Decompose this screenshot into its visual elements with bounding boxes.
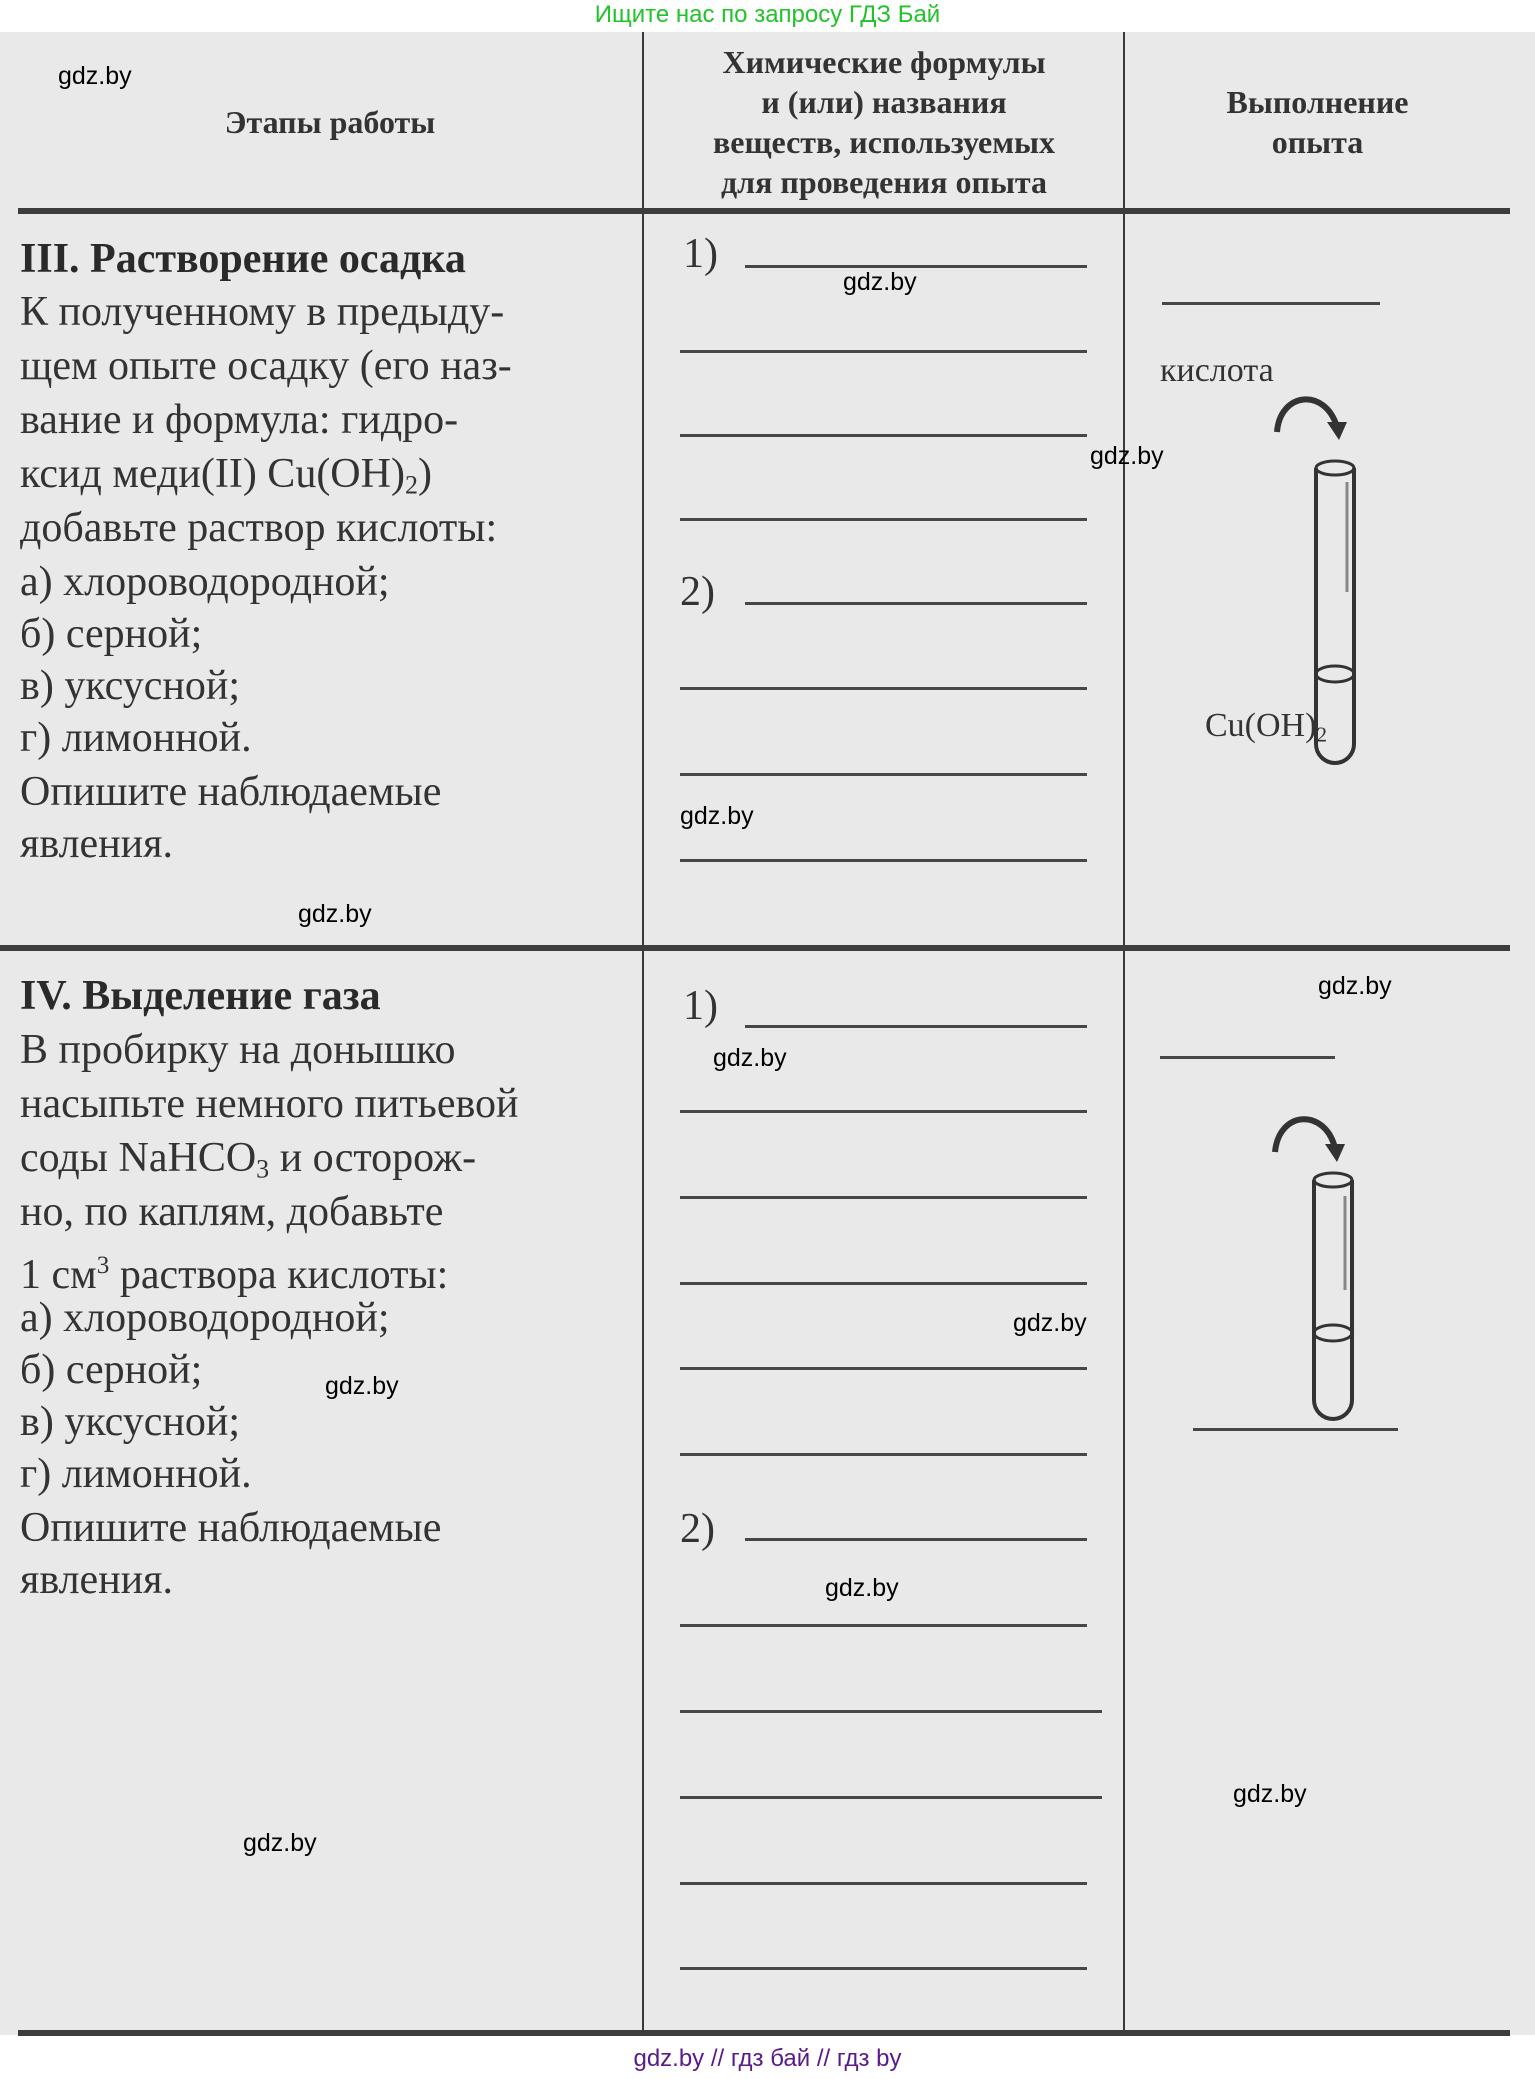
experiment-answer-blank[interactable]	[1160, 1056, 1335, 1059]
section-divider-rule	[0, 945, 1510, 951]
answer-blank[interactable]	[680, 1453, 1087, 1456]
answer-blank[interactable]	[745, 602, 1087, 605]
watermark: gdz.by	[243, 1829, 317, 1857]
section-4-title: IV. Выделение газа	[20, 973, 381, 1019]
header-formulas-line: веществ, используемых	[712, 124, 1055, 160]
answer-blank[interactable]	[680, 1967, 1087, 1970]
watermark: gdz.by	[713, 1044, 787, 1072]
answer-blank[interactable]	[745, 1025, 1087, 1028]
volume-suffix: раствора кислоты:	[109, 1252, 449, 1299]
answer-blank[interactable]	[680, 1110, 1087, 1113]
soda-subscript: 3	[256, 1154, 270, 1184]
watermark: gdz.by	[1090, 442, 1164, 470]
section-3-text-line: вание и формула: гидро-	[20, 397, 459, 443]
formula-subscript: 2	[404, 470, 418, 500]
answer-blank[interactable]	[680, 518, 1087, 521]
experiment-answer-blank[interactable]	[1193, 1428, 1398, 1431]
watermark: gdz.by	[1318, 972, 1392, 1000]
header-formulas	[645, 42, 1123, 202]
header-bottom-rule	[18, 208, 1510, 214]
substance-subscript: 2	[1316, 722, 1327, 747]
answer-blank[interactable]	[680, 1624, 1087, 1627]
section-4-item: г) лимонной.	[20, 1451, 252, 1497]
pour-arrow-icon	[1275, 1119, 1335, 1152]
section-4-text-line: насыпьте немного питьевой	[20, 1081, 519, 1127]
section-4-item: б) серной;	[20, 1347, 203, 1393]
section-4-instruction: явления.	[20, 1557, 173, 1603]
answer-blank[interactable]	[680, 1796, 1102, 1799]
header-stages-label: Этапы работы	[224, 104, 436, 140]
section-4-text-line: В пробирку на донышко	[20, 1027, 456, 1073]
section-3-text-line: добавьте раствор кислоты:	[20, 505, 498, 551]
volume-text: 1 см	[20, 1252, 97, 1299]
header-formulas-line: Химические формулы	[722, 44, 1046, 80]
answer-blank[interactable]	[680, 1710, 1102, 1713]
answer-label-1: 1)	[683, 231, 718, 277]
answer-blank[interactable]	[745, 1538, 1087, 1541]
section-4-text-line: но, по каплям, добавьте	[20, 1189, 444, 1235]
watermark: gdz.by	[843, 268, 917, 296]
answer-blank[interactable]	[680, 1196, 1087, 1199]
section-3-instruction: явления.	[20, 821, 173, 867]
header-formulas-line: для проведения опыта	[720, 164, 1048, 200]
reagent-label: кислота	[1160, 352, 1274, 389]
answer-label-1: 1)	[683, 983, 718, 1029]
soda-formula: соды NaHCO	[20, 1135, 257, 1181]
pour-arrow-icon	[1277, 399, 1337, 432]
header-experiment-line: Выполнение	[1226, 84, 1409, 120]
experiment-answer-blank[interactable]	[1162, 302, 1380, 305]
section-3-item: г) лимонной.	[20, 715, 252, 761]
section-3-instruction: Опишите наблюдаемые	[20, 769, 442, 815]
table-bottom-rule	[18, 2030, 1510, 2036]
header-experiment-line: опыта	[1271, 124, 1364, 160]
section-3-item: б) серной;	[20, 611, 203, 657]
substance-label	[1205, 707, 1327, 753]
column-divider-2	[1123, 32, 1125, 2035]
watermark: gdz.by	[1013, 1309, 1087, 1337]
section-3-item: а) хлороводородной;	[20, 559, 390, 605]
answer-blank[interactable]	[680, 859, 1087, 862]
section-4-item: а) хлороводородной;	[20, 1295, 390, 1341]
substance-formula: Cu(OH)	[1205, 707, 1317, 744]
section-4-volume-line	[20, 1244, 448, 1297]
section-4-instruction: Опишите наблюдаемые	[20, 1505, 442, 1551]
formula-text: ксид меди(II) Cu(OH)	[20, 451, 405, 497]
volume-superscript: 3	[96, 1252, 110, 1279]
column-divider-1	[642, 32, 644, 2035]
section-4-item: в) уксусной;	[20, 1399, 241, 1445]
answer-blank[interactable]	[680, 350, 1087, 353]
section-3-title: III. Растворение осадка	[20, 236, 466, 282]
watermark: gdz.by	[680, 802, 754, 830]
soda-suffix: и осторож-	[269, 1135, 477, 1181]
answer-label-2: 2)	[680, 1506, 715, 1552]
answer-blank[interactable]	[680, 1882, 1087, 1885]
section-3-formula-line	[20, 452, 432, 508]
header-experiment	[1125, 82, 1510, 162]
answer-blank[interactable]	[680, 1282, 1087, 1285]
worksheet-page	[0, 32, 1535, 2035]
section-3-item: в) уксусной;	[20, 663, 241, 709]
watermark: gdz.by	[58, 62, 132, 90]
header-stages	[20, 102, 640, 142]
top-banner[interactable]: Ищите нас по запросу ГДЗ Бай	[594, 1, 941, 28]
test-tube-icon	[1255, 1100, 1365, 1430]
answer-label-2: 2)	[680, 569, 715, 615]
header-formulas-line: и (или) названия	[761, 84, 1007, 120]
formula-suffix: )	[417, 451, 432, 497]
answer-blank[interactable]	[680, 687, 1087, 690]
watermark: gdz.by	[825, 1574, 899, 1602]
section-4-soda-line	[20, 1136, 476, 1192]
watermark: gdz.by	[1233, 1780, 1307, 1808]
answer-blank[interactable]	[680, 434, 1087, 437]
answer-blank[interactable]	[680, 1367, 1087, 1370]
watermark: gdz.by	[298, 900, 372, 928]
section-3-text-line: щем опыте осадку (его наз-	[20, 343, 512, 389]
answer-blank[interactable]	[680, 773, 1087, 776]
watermark: gdz.by	[325, 1372, 399, 1400]
section-3-text-line: К полученному в предыду-	[20, 289, 505, 335]
footer-links[interactable]: gdz.by // гдз бай // гдз by	[633, 2045, 902, 2072]
